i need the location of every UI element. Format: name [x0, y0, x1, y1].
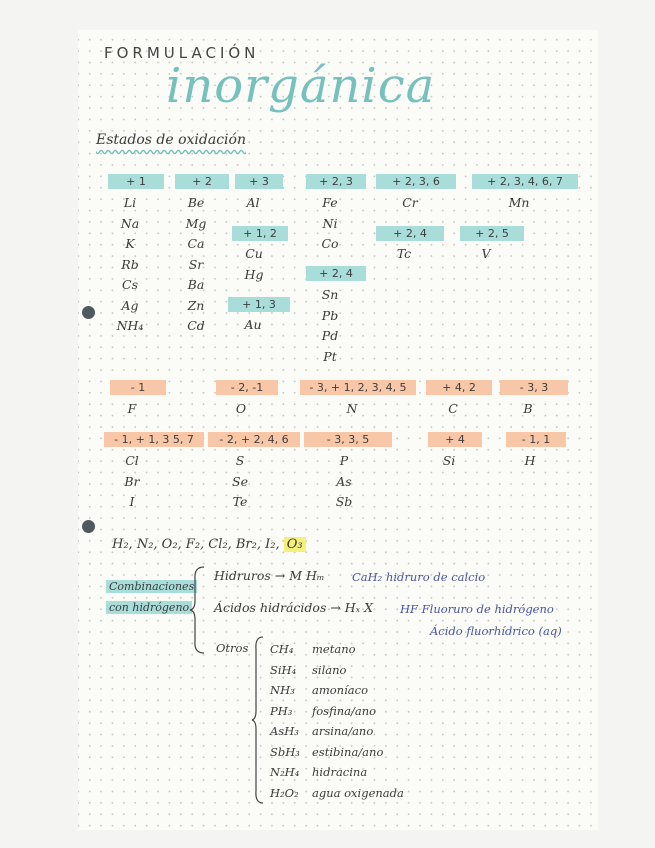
compound-name: fosfina/ano — [312, 703, 377, 718]
badge-plus2-3: + 2, 3 — [306, 174, 366, 189]
element: Mn — [508, 195, 530, 210]
element: Be — [187, 195, 205, 210]
element: Cu — [245, 246, 263, 261]
badge-plus1-2: + 1, 2 — [232, 226, 288, 241]
compound-name: hidracina — [312, 765, 368, 779]
element: Al — [246, 195, 260, 210]
element: Si — [442, 453, 456, 468]
list-silicon — [428, 451, 470, 472]
badge-pnictogens: - 3, 3, 5 — [304, 432, 392, 447]
list-plus1-2 — [232, 244, 276, 285]
element: Co — [321, 236, 339, 251]
element: Pt — [323, 348, 337, 364]
diatomic-line — [112, 537, 306, 552]
element: K — [125, 236, 135, 251]
combinations-label-1: Combinaciones — [106, 580, 197, 593]
compound-name: estibina/ano — [312, 744, 384, 759]
element: Sn — [321, 287, 339, 302]
element: Mg — [185, 215, 207, 231]
list-hydrogen — [506, 451, 554, 472]
diatomic-text: H₂, N₂, O₂, F₂, Cl₂, Br₂, I₂, — [112, 537, 280, 552]
badge-plus1-3: + 1, 3 — [228, 297, 290, 312]
list-minus2 — [216, 399, 266, 420]
element: Br — [124, 473, 140, 489]
element: Pd — [321, 328, 339, 343]
list-plus1 — [108, 193, 152, 337]
element: Ni — [322, 215, 338, 231]
badge-plus2-5: + 2, 5 — [460, 226, 524, 241]
element: Se — [232, 473, 248, 489]
element: Ba — [187, 277, 205, 292]
element: Cr — [402, 195, 418, 210]
list-halogens — [104, 451, 160, 513]
acidos-example-2: Ácido fluorhídrico (aq) — [430, 624, 562, 638]
list-carbon — [426, 399, 480, 420]
element: S — [235, 453, 245, 468]
list-boron — [500, 399, 556, 420]
formula: SbH₃ — [270, 744, 300, 759]
compound-name: silano — [312, 662, 347, 677]
element: Pb — [321, 307, 339, 323]
badge-plus1: + 1 — [108, 174, 164, 189]
list-plus3 — [235, 193, 271, 214]
badge-halogens: - 1, + 1, 3 5, 7 — [104, 432, 204, 447]
element: Cl — [125, 453, 139, 468]
acidos-example-1: HF Fluoruro de hidrógeno — [400, 602, 554, 616]
acidos-rule: Ácidos hidrácidos → Hₓ X — [214, 600, 373, 615]
bullet-dot — [82, 306, 95, 319]
combinations-label-2: con hidrógeno — [106, 601, 192, 614]
list-plus2 — [175, 193, 217, 337]
list-plus2-5 — [460, 244, 512, 265]
badge-nitrogen: - 3, + 1, 2, 3, 4, 5 — [300, 380, 416, 395]
element: Au — [244, 317, 262, 332]
element: N — [346, 401, 358, 416]
element: B — [523, 401, 533, 416]
otros-formulas — [270, 639, 300, 803]
list-minus1 — [110, 399, 154, 420]
element: V — [481, 246, 491, 261]
badge-silicon: + 4 — [428, 432, 482, 447]
badge-minus2: - 2, -1 — [216, 380, 278, 395]
formula: PH₃ — [270, 703, 293, 718]
list-nitrogen — [300, 399, 404, 420]
element: H — [524, 453, 536, 468]
badge-plus2-3-4-6-7: + 2, 3, 4, 6, 7 — [472, 174, 578, 189]
section-oxidation-heading: Estados de oxidación — [96, 132, 246, 148]
ozone-highlight: O₃ — [284, 537, 306, 552]
list-plus2-3-6 — [376, 193, 444, 214]
compound-name: amoníaco — [312, 683, 368, 697]
element: Na — [120, 215, 140, 231]
element: Rb — [121, 256, 139, 272]
hidruros-rule: Hidruros → M Hₘ — [214, 568, 325, 583]
compound-name: agua oxigenada — [312, 785, 404, 800]
element: Ca — [187, 236, 205, 251]
formula: N₂H₄ — [270, 765, 300, 779]
element: Li — [123, 195, 137, 210]
hidruros-example: CaH₂ hidruro de calcio — [352, 570, 486, 584]
element: Cd — [187, 318, 205, 333]
badge-plus2-3-6: + 2, 3, 6 — [376, 174, 456, 189]
badge-chalcogens: - 2, + 2, 4, 6 — [208, 432, 300, 447]
element: P — [339, 453, 349, 468]
formula: SiH₄ — [270, 662, 297, 677]
element: F — [127, 401, 137, 416]
badge-plus2-4b: + 2, 4 — [376, 226, 444, 241]
title-line2: inorgánica — [166, 58, 436, 114]
formula: NH₃ — [270, 683, 295, 697]
compound-name: arsina/ano — [312, 724, 374, 738]
list-plus2-4b — [376, 244, 432, 265]
compound-name: metano — [312, 642, 356, 656]
element: Cs — [122, 277, 138, 292]
element: As — [336, 473, 352, 489]
otros-names — [312, 639, 404, 803]
badge-carbon: + 4, 2 — [426, 380, 492, 395]
element: I — [129, 494, 135, 509]
element: Te — [232, 494, 248, 509]
list-plus2-3 — [306, 193, 354, 255]
list-pnictogens — [316, 451, 372, 513]
element: C — [448, 401, 458, 416]
element: Fe — [322, 195, 338, 210]
badge-plus3: + 3 — [235, 174, 283, 189]
otros-label: Otros — [216, 641, 249, 655]
badge-hydrogen: - 1, 1 — [506, 432, 566, 447]
element: Sb — [335, 494, 353, 509]
badge-boron: - 3, 3 — [500, 380, 568, 395]
list-plus2-3-4-6-7 — [472, 193, 566, 214]
element: Zn — [187, 297, 205, 313]
badge-minus1: - 1 — [110, 380, 166, 395]
title-line1: FORMULACIÓN — [104, 44, 260, 62]
badge-plus2: + 2 — [175, 174, 229, 189]
brace-otros — [250, 635, 266, 805]
list-plus1-3 — [228, 315, 278, 336]
element: NH₄ — [116, 318, 144, 333]
element: Hg — [244, 266, 264, 282]
element: Tc — [396, 246, 412, 261]
formula: AsH₃ — [270, 724, 299, 738]
brace-main — [188, 565, 208, 655]
badge-plus2-4: + 2, 4 — [306, 266, 366, 281]
list-plus2-4 — [306, 285, 354, 367]
list-chalcogens — [212, 451, 268, 513]
formula: CH₄ — [270, 642, 294, 656]
element: O — [235, 401, 247, 416]
formula: H₂O₂ — [270, 785, 299, 800]
element: Sr — [188, 256, 204, 272]
element: Ag — [121, 297, 139, 313]
bullet-dot — [82, 520, 95, 533]
